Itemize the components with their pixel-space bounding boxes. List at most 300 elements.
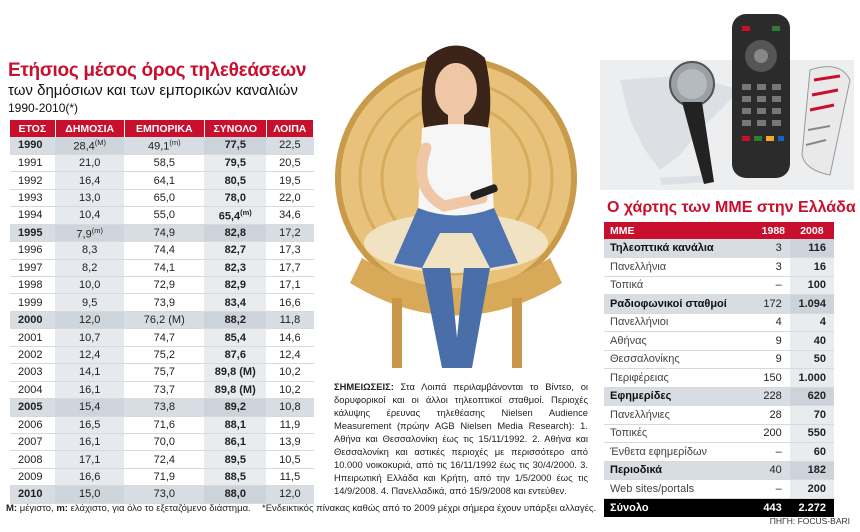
notes-block <box>334 380 588 497</box>
viewership-cell-year <box>10 224 55 241</box>
viewership-cell-year <box>10 364 55 381</box>
notes-text: Στα Λοιπά περιλαμβάνονται το Βίντεο, οι δορυφορικοί και οι άλλοι τηλεοπτικοί σταθμοί. Περιοχές κάλυψης έρευνας τηλεθέασης Nielsen Audience Measurement (πρώην AGB Nielsen Media Research): 1. Αθήνα και Θεσσαλονίκη έως τις 15/11/1992. 2. Αθήνα και Θεσσαλονίκη και αστικές περιοχές με περισσότερο από 10.000 νοικοκυριά, από τις 16/11/1992 έως τις 30/4/2000. 3. Ηπειρωτική Ελλάδα και Κρήτη, από την 1/5/2000 έως τις 14/9/2008. 4. Πανελλαδικά, από 15/9/2008 και εντεύθεν. <box>334 381 588 496</box>
media-cell-label: Τοπικές <box>604 424 757 443</box>
viewership-value-commercial: 73,7 <box>153 383 175 396</box>
viewership-cell-other <box>266 137 313 154</box>
viewership-cell-commercial <box>124 207 204 224</box>
viewership-value-year: 1991 <box>18 157 43 170</box>
media-row <box>604 424 834 443</box>
viewership-value-year: 1998 <box>18 279 43 292</box>
viewership-value-year: 2004 <box>18 383 43 396</box>
viewership-value-other: 20,5 <box>279 157 301 170</box>
viewership-cell-other <box>266 277 313 294</box>
viewership-table <box>10 120 314 504</box>
viewership-cell-other <box>266 399 313 416</box>
media-cell-v1988: 28 <box>757 406 790 425</box>
media-cell-label: Ένθετα εφημερίδων <box>604 443 757 462</box>
viewership-cell-year <box>10 416 55 433</box>
viewership-value-total: 88,5 <box>224 471 246 484</box>
viewership-value-commercial: 72,9 <box>153 279 175 292</box>
viewership-value-public: 10,4 <box>78 209 101 222</box>
viewership-value-commercial: 74,7 <box>153 331 175 344</box>
viewership-value-total: 78,0 <box>224 192 246 205</box>
viewership-value-other: 12,4 <box>279 348 301 361</box>
viewership-value-commercial: 74,4 <box>153 244 175 257</box>
viewership-mark: (M) <box>94 138 107 148</box>
viewership-cell-other <box>266 468 313 485</box>
media-row <box>604 239 834 258</box>
viewership-cell-year <box>10 329 55 346</box>
media-cell-v1988: 3 <box>757 258 790 277</box>
media-row <box>604 406 834 425</box>
media-map-table-header <box>604 222 834 239</box>
viewership-cell-commercial <box>124 381 204 398</box>
viewership-cell-total <box>204 154 266 171</box>
viewership-value-public: 16,4 <box>78 174 101 187</box>
viewership-value-public: 16,6 <box>78 471 101 484</box>
media-row <box>604 350 834 369</box>
media-cell-v1988: – <box>757 276 790 295</box>
viewership-cell-total <box>204 189 266 206</box>
viewership-value-other: 10,2 <box>279 366 301 379</box>
viewership-cell-year <box>10 277 55 294</box>
media-cell-label: Web sites/portals <box>604 480 757 499</box>
viewership-value-public: 28,4 <box>73 140 95 153</box>
viewership-value-commercial: 55,0 <box>153 209 175 222</box>
viewership-value-total: 82,3 <box>224 261 246 274</box>
viewership-value-total: 86,1 <box>224 436 246 449</box>
media-row <box>604 332 834 351</box>
viewership-value-commercial: 74,9 <box>153 226 175 239</box>
viewership-value-public: 10,0 <box>78 279 101 292</box>
viewership-value-other: 17,2 <box>279 226 301 239</box>
media-row <box>604 387 834 406</box>
media-total-row <box>604 498 834 517</box>
viewership-cell-other <box>266 381 313 398</box>
viewership-cell-other <box>266 207 313 224</box>
viewership-value-other: 34,6 <box>279 209 301 222</box>
viewership-value-other: 13,9 <box>279 436 301 449</box>
media-map-table <box>604 222 834 517</box>
viewership-cell-other <box>266 364 313 381</box>
viewership-cell-total <box>204 311 266 328</box>
media-cell-v1988: 3 <box>757 239 790 258</box>
viewership-cell-public <box>55 311 124 328</box>
viewership-cell-total <box>204 486 266 503</box>
media-col-header: ΜΜΕ <box>604 222 757 239</box>
media-cell-label: Εφημερίδες <box>604 387 757 406</box>
media-cell-v1988: 172 <box>757 295 790 314</box>
media-cell-v2008: 620 <box>790 387 834 406</box>
viewership-value-year: 2000 <box>18 314 43 327</box>
viewership-value-total: 82,9 <box>224 279 246 292</box>
media-cell-v2008: 40 <box>790 332 834 351</box>
viewership-row <box>10 172 314 189</box>
viewership-cell-year <box>10 399 55 416</box>
viewership-value-commercial: 75,7 <box>153 366 175 379</box>
viewership-cell-public <box>55 381 124 398</box>
viewership-cell-public <box>55 172 124 189</box>
viewership-cell-total <box>204 224 266 241</box>
viewership-value-commercial: 49,1 <box>147 140 170 153</box>
viewership-cell-year <box>10 154 55 171</box>
media-cell-v2008: 550 <box>790 424 834 443</box>
viewership-value-public: 8,3 <box>82 244 98 257</box>
viewership-cell-year <box>10 189 55 206</box>
viewership-cell-year <box>10 311 55 328</box>
viewership-value-other: 10,8 <box>279 401 301 414</box>
viewership-cell-year <box>10 451 55 468</box>
viewership-cell-public <box>55 294 124 311</box>
viewership-cell-total <box>204 399 266 416</box>
viewership-cell-commercial <box>124 364 204 381</box>
viewership-cell-commercial <box>124 433 204 450</box>
viewership-value-commercial: 71,9 <box>153 471 175 484</box>
viewership-value-commercial: 73,0 <box>153 488 175 501</box>
viewership-value-public: 15,0 <box>78 488 101 501</box>
viewership-value-total: 87,6 <box>224 348 246 361</box>
viewership-cell-commercial <box>124 137 204 154</box>
viewership-value-total: 83,4 <box>224 296 246 309</box>
viewership-value-total: 82,7 <box>224 244 246 257</box>
footnote-max-text: μέγιστο, <box>17 503 57 514</box>
viewership-cell-commercial <box>124 486 204 503</box>
viewership-value-total: 79,5 <box>224 157 246 170</box>
viewership-cell-other <box>266 346 313 363</box>
media-cell-v1988: 150 <box>757 369 790 388</box>
viewership-cell-commercial <box>124 451 204 468</box>
viewership-value-commercial: 76,2 (M) <box>143 314 185 327</box>
viewership-row <box>10 486 314 503</box>
media-cell-v2008: 70 <box>790 406 834 425</box>
viewership-cell-commercial <box>124 277 204 294</box>
media-map-title: Ο χάρτης των ΜΜΕ στην Ελλάδα <box>607 199 856 216</box>
viewership-cell-public <box>55 468 124 485</box>
viewership-row <box>10 468 314 485</box>
viewership-cell-commercial <box>124 259 204 276</box>
viewership-value-year: 2005 <box>18 401 43 414</box>
media-cell-label: Τοπικά <box>604 276 757 295</box>
viewership-cell-total <box>204 277 266 294</box>
viewership-cell-total <box>204 468 266 485</box>
left-table-subtitle: των δημόσιων και των εμπορικών καναλιών <box>8 82 298 99</box>
viewership-row <box>10 381 314 398</box>
viewership-value-public: 10,7 <box>78 331 101 344</box>
viewership-value-total: 89,5 <box>224 453 246 466</box>
viewership-col-header: ΣΥΝΟΛΟ <box>204 120 266 137</box>
viewership-value-commercial: 58,5 <box>153 157 175 170</box>
viewership-cell-total <box>204 451 266 468</box>
viewership-cell-public <box>55 486 124 503</box>
viewership-mark: (m) <box>169 138 181 148</box>
viewership-value-commercial: 65,0 <box>153 192 175 205</box>
media-cell-v2008: 1.094 <box>790 295 834 314</box>
viewership-cell-total <box>204 207 266 224</box>
viewership-cell-public <box>55 364 124 381</box>
viewership-row <box>10 189 314 206</box>
viewership-cell-total <box>204 346 266 363</box>
viewership-cell-commercial <box>124 311 204 328</box>
viewership-col-header: ΛΟΙΠΑ <box>266 120 313 137</box>
media-cell-label: Αθήνας <box>604 332 757 351</box>
viewership-cell-other <box>266 294 313 311</box>
viewership-cell-other <box>266 433 313 450</box>
viewership-value-year: 1995 <box>18 226 43 239</box>
viewership-cell-public <box>55 346 124 363</box>
viewership-cell-other <box>266 224 313 241</box>
viewership-cell-commercial <box>124 416 204 433</box>
viewership-mark: (m) <box>240 208 252 218</box>
viewership-cell-other <box>266 259 313 276</box>
viewership-row <box>10 451 314 468</box>
viewership-value-total: 88,2 <box>224 314 246 327</box>
viewership-row <box>10 364 314 381</box>
media-cell-v1988: – <box>757 480 790 499</box>
viewership-cell-public <box>55 416 124 433</box>
viewership-cell-commercial <box>124 189 204 206</box>
viewership-cell-public <box>55 433 124 450</box>
media-cell-v1988: 9 <box>757 332 790 351</box>
viewership-cell-total <box>204 381 266 398</box>
viewership-cell-other <box>266 451 313 468</box>
viewership-value-total: 89,2 <box>224 401 246 414</box>
viewership-cell-other <box>266 416 313 433</box>
media-cell-v1988: 9 <box>757 350 790 369</box>
viewership-value-other: 14,6 <box>279 331 301 344</box>
viewership-value-other: 22,5 <box>279 139 301 152</box>
viewership-cell-public <box>55 242 124 259</box>
viewership-value-year: 2001 <box>18 331 43 344</box>
viewership-mark: (m) <box>91 225 103 235</box>
viewership-row <box>10 277 314 294</box>
viewership-cell-other <box>266 486 313 503</box>
viewership-row <box>10 154 314 171</box>
viewership-cell-year <box>10 259 55 276</box>
viewership-cell-total <box>204 329 266 346</box>
media-cell-v1988: 4 <box>757 313 790 332</box>
viewership-value-other: 17,7 <box>279 261 301 274</box>
viewership-cell-public <box>55 207 124 224</box>
viewership-value-public: 7,9 <box>76 228 92 241</box>
viewership-value-public: 16,1 <box>78 383 101 396</box>
viewership-cell-public <box>55 189 124 206</box>
media-cell-v1988: 200 <box>757 424 790 443</box>
media-cell-v2008: 2.272 <box>790 498 834 517</box>
viewership-cell-total <box>204 242 266 259</box>
media-cell-label: Σύνολο <box>604 498 757 517</box>
viewership-value-year: 1996 <box>18 244 43 257</box>
viewership-row <box>10 259 314 276</box>
viewership-value-other: 22,0 <box>279 192 301 205</box>
media-row <box>604 258 834 277</box>
viewership-cell-other <box>266 154 313 171</box>
viewership-row <box>10 137 314 154</box>
viewership-value-other: 17,1 <box>279 279 301 292</box>
viewership-table-header <box>10 120 314 137</box>
viewership-value-year: 1994 <box>18 209 43 222</box>
viewership-value-year: 2007 <box>18 436 43 449</box>
media-row <box>604 313 834 332</box>
viewership-col-header: ΕΤΟΣ <box>10 120 55 137</box>
left-table-range: 1990-2010(*) <box>8 101 79 115</box>
viewership-cell-total <box>204 416 266 433</box>
viewership-value-commercial: 64,1 <box>153 174 175 187</box>
media-cell-v2008: 50 <box>790 350 834 369</box>
viewership-value-public: 16,1 <box>78 436 101 449</box>
media-row <box>604 461 834 480</box>
viewership-value-other: 11,8 <box>279 314 301 327</box>
media-cell-v2008: 200 <box>790 480 834 499</box>
viewership-cell-year <box>10 207 55 224</box>
source-label: ΠΗΓΗ: FOCUS-BARI <box>769 516 850 526</box>
viewership-value-year: 2006 <box>18 418 43 431</box>
viewership-cell-other <box>266 329 313 346</box>
viewership-cell-commercial <box>124 224 204 241</box>
viewership-cell-other <box>266 172 313 189</box>
viewership-value-public: 15,4 <box>78 401 101 414</box>
viewership-value-public: 9,5 <box>82 296 98 309</box>
viewership-cell-other <box>266 189 313 206</box>
viewership-value-year: 2003 <box>18 366 43 379</box>
viewership-cell-public <box>55 451 124 468</box>
viewership-cell-commercial <box>124 329 204 346</box>
viewership-cell-year <box>10 381 55 398</box>
media-cell-label: Πανελλήνιοι <box>604 313 757 332</box>
viewership-value-total: 77,5 <box>224 139 246 152</box>
rolled-newspaper-icon <box>800 60 854 180</box>
viewership-value-total: 85,4 <box>224 331 246 344</box>
viewership-value-public: 14,1 <box>78 366 101 379</box>
viewership-value-year: 1992 <box>18 174 43 187</box>
media-row <box>604 276 834 295</box>
footnote-min-key: m: <box>56 503 68 514</box>
viewership-row <box>10 207 314 224</box>
left-table-footnote <box>6 503 251 514</box>
viewership-value-year: 2010 <box>18 488 43 501</box>
viewership-cell-commercial <box>124 468 204 485</box>
media-col-header: 1988 <box>757 222 790 239</box>
viewership-cell-total <box>204 172 266 189</box>
viewership-cell-year <box>10 468 55 485</box>
media-cell-v2008: 16 <box>790 258 834 277</box>
viewership-cell-commercial <box>124 154 204 171</box>
viewership-value-total: 88,1 <box>224 418 246 431</box>
viewership-cell-year <box>10 137 55 154</box>
viewership-value-year: 2002 <box>18 348 43 361</box>
remote-control-icon <box>728 12 794 180</box>
viewership-row <box>10 329 314 346</box>
viewership-value-year: 1993 <box>18 192 43 205</box>
viewership-cell-year <box>10 346 55 363</box>
viewership-value-other: 12,0 <box>279 488 301 501</box>
viewership-row <box>10 433 314 450</box>
viewership-cell-commercial <box>124 294 204 311</box>
footnote-min-text: ελάχιστο, για όλο το εξεταζόμενο διάστημα. <box>67 503 251 514</box>
viewership-value-year: 2009 <box>18 471 43 484</box>
media-cell-v1988: 40 <box>757 461 790 480</box>
viewership-value-public: 16,5 <box>78 418 101 431</box>
viewership-value-total: 88,0 <box>224 488 246 501</box>
notes-label: ΣΗΜΕΙΩΣΕΙΣ: <box>334 381 394 392</box>
viewership-row <box>10 224 314 241</box>
viewership-value-commercial: 73,9 <box>153 296 175 309</box>
viewership-cell-year <box>10 172 55 189</box>
viewership-cell-commercial <box>124 172 204 189</box>
viewership-value-other: 11,5 <box>279 471 301 484</box>
viewership-value-commercial: 72,4 <box>153 453 175 466</box>
viewership-value-year: 1990 <box>18 139 43 152</box>
viewership-row <box>10 294 314 311</box>
media-col-header: 2008 <box>790 222 834 239</box>
viewership-value-commercial: 73,8 <box>153 401 175 414</box>
media-cell-v1988: – <box>757 443 790 462</box>
viewership-value-public: 8,2 <box>82 261 98 274</box>
viewership-cell-public <box>55 399 124 416</box>
viewership-cell-year <box>10 486 55 503</box>
viewership-value-commercial: 74,1 <box>153 261 175 274</box>
viewership-value-public: 13,0 <box>78 192 101 205</box>
viewership-cell-total <box>204 259 266 276</box>
viewership-value-commercial: 70,0 <box>153 436 175 449</box>
media-cell-label: Πανελλήνια <box>604 258 757 277</box>
media-cell-v2008: 100 <box>790 276 834 295</box>
viewership-value-total: 89,8 (M) <box>214 383 256 396</box>
viewership-cell-year <box>10 294 55 311</box>
viewership-col-header: ΔΗΜΟΣΙΑ <box>55 120 124 137</box>
viewership-value-year: 2008 <box>18 453 43 466</box>
viewership-cell-public <box>55 277 124 294</box>
viewership-cell-commercial <box>124 399 204 416</box>
media-cell-label: Ραδιοφωνικοί σταθμοί <box>604 295 757 314</box>
viewership-cell-public <box>55 137 124 154</box>
viewership-value-public: 17,1 <box>78 453 101 466</box>
viewership-value-total: 80,5 <box>224 174 246 187</box>
viewership-cell-total <box>204 137 266 154</box>
media-cell-v2008: 116 <box>790 239 834 258</box>
media-cell-v2008: 1.000 <box>790 369 834 388</box>
viewership-cell-public <box>55 154 124 171</box>
viewership-value-public: 21,0 <box>78 157 101 170</box>
media-row <box>604 480 834 499</box>
viewership-cell-other <box>266 242 313 259</box>
viewership-value-year: 1999 <box>18 296 43 309</box>
footnote-indicative: *Ενδεικτικός πίνακας καθώς από το 2009 μέχρι σήμερα έχουν υπάρξει αλλαγές. <box>262 503 597 514</box>
viewership-value-total: 89,8 (M) <box>214 366 256 379</box>
viewership-value-other: 10,5 <box>279 453 301 466</box>
viewership-value-total: 65,4 <box>218 210 241 223</box>
media-row <box>604 369 834 388</box>
viewership-value-commercial: 75,2 <box>153 348 175 361</box>
media-cell-v1988: 443 <box>757 498 790 517</box>
viewership-cell-other <box>266 311 313 328</box>
viewership-row <box>10 242 314 259</box>
woman-in-chair-illustration <box>322 28 590 388</box>
media-cell-v1988: 228 <box>757 387 790 406</box>
viewership-value-public: 12,4 <box>78 348 101 361</box>
media-cell-label: Τηλεοπτικά κανάλια <box>604 239 757 258</box>
viewership-value-commercial: 71,6 <box>153 418 175 431</box>
media-cell-v2008: 60 <box>790 443 834 462</box>
media-row <box>604 295 834 314</box>
viewership-cell-total <box>204 433 266 450</box>
viewership-value-other: 17,3 <box>279 244 301 257</box>
media-cell-v2008: 4 <box>790 313 834 332</box>
viewership-value-other: 19,5 <box>279 174 301 187</box>
left-table-title: Ετήσιος μέσος όρος τηλεθεάσεων <box>8 60 307 81</box>
media-cell-v2008: 182 <box>790 461 834 480</box>
viewership-cell-total <box>204 294 266 311</box>
viewership-cell-commercial <box>124 346 204 363</box>
